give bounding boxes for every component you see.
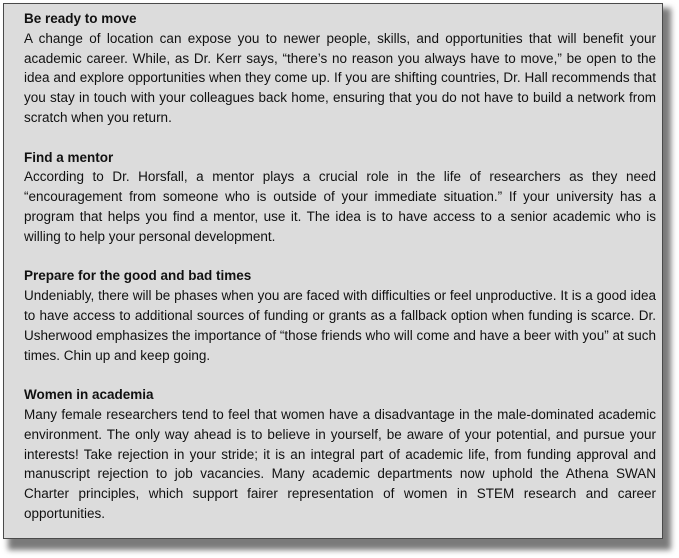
section-body: Undeniably, there will be phases when you are faced with difficulties or feel unproductive. It is a good idea to have access to additional sources of funding or grants as a fallback option when funding is scarce. Dr. Usherwood emphasizes the importance of “those friends who will come and have a beer with you” at such times. Chin up and keep going.	[24, 288, 656, 363]
section-find-a-mentor	[24, 148, 656, 247]
section-good-and-bad-times	[24, 266, 656, 365]
section-women-in-academia	[24, 385, 656, 524]
advice-text-box	[3, 3, 663, 539]
section-be-ready-to-move	[24, 9, 656, 128]
section-body: According to Dr. Horsfall, a mentor plays a crucial role in the life of researchers as they need “encouragement from someone who is outside of your immediate situation.” If your university has a program that helps you find a mentor, use it. The idea is to have access to a senior academic who is willing to help your personal development.	[24, 169, 656, 244]
section-body: A change of location can expose you to newer people, skills, and opportunities that will benefit your academic career. While, as Dr. Kerr says, “there’s no reason you always have to move,” be open to the idea and explore opportunities when they come up. If you are shifting countries, Dr. Hall recommends that you stay in touch with your colleagues back home, ensuring that you do not have to build a network from scratch when you return.	[24, 30, 656, 125]
section-heading: Women in academia	[24, 387, 154, 403]
section-heading: Prepare for the good and bad times	[24, 268, 252, 284]
section-heading: Find a mentor	[24, 149, 114, 165]
section-heading: Be ready to move	[24, 11, 137, 26]
section-body: Many female researchers tend to feel that women have a disadvantage in the male-dominated academic environment. The only way ahead is to believe in yourself, be aware of your potential, and pursue your interests! Take rejection in your stride; it is an integral part of academic life, from funding approval and manuscript rejection to job vacancies. Many academic departments now uphold the Athena SWAN Charter principles, which support fairer representation of women in STEM research and career opportunities.	[24, 406, 656, 521]
